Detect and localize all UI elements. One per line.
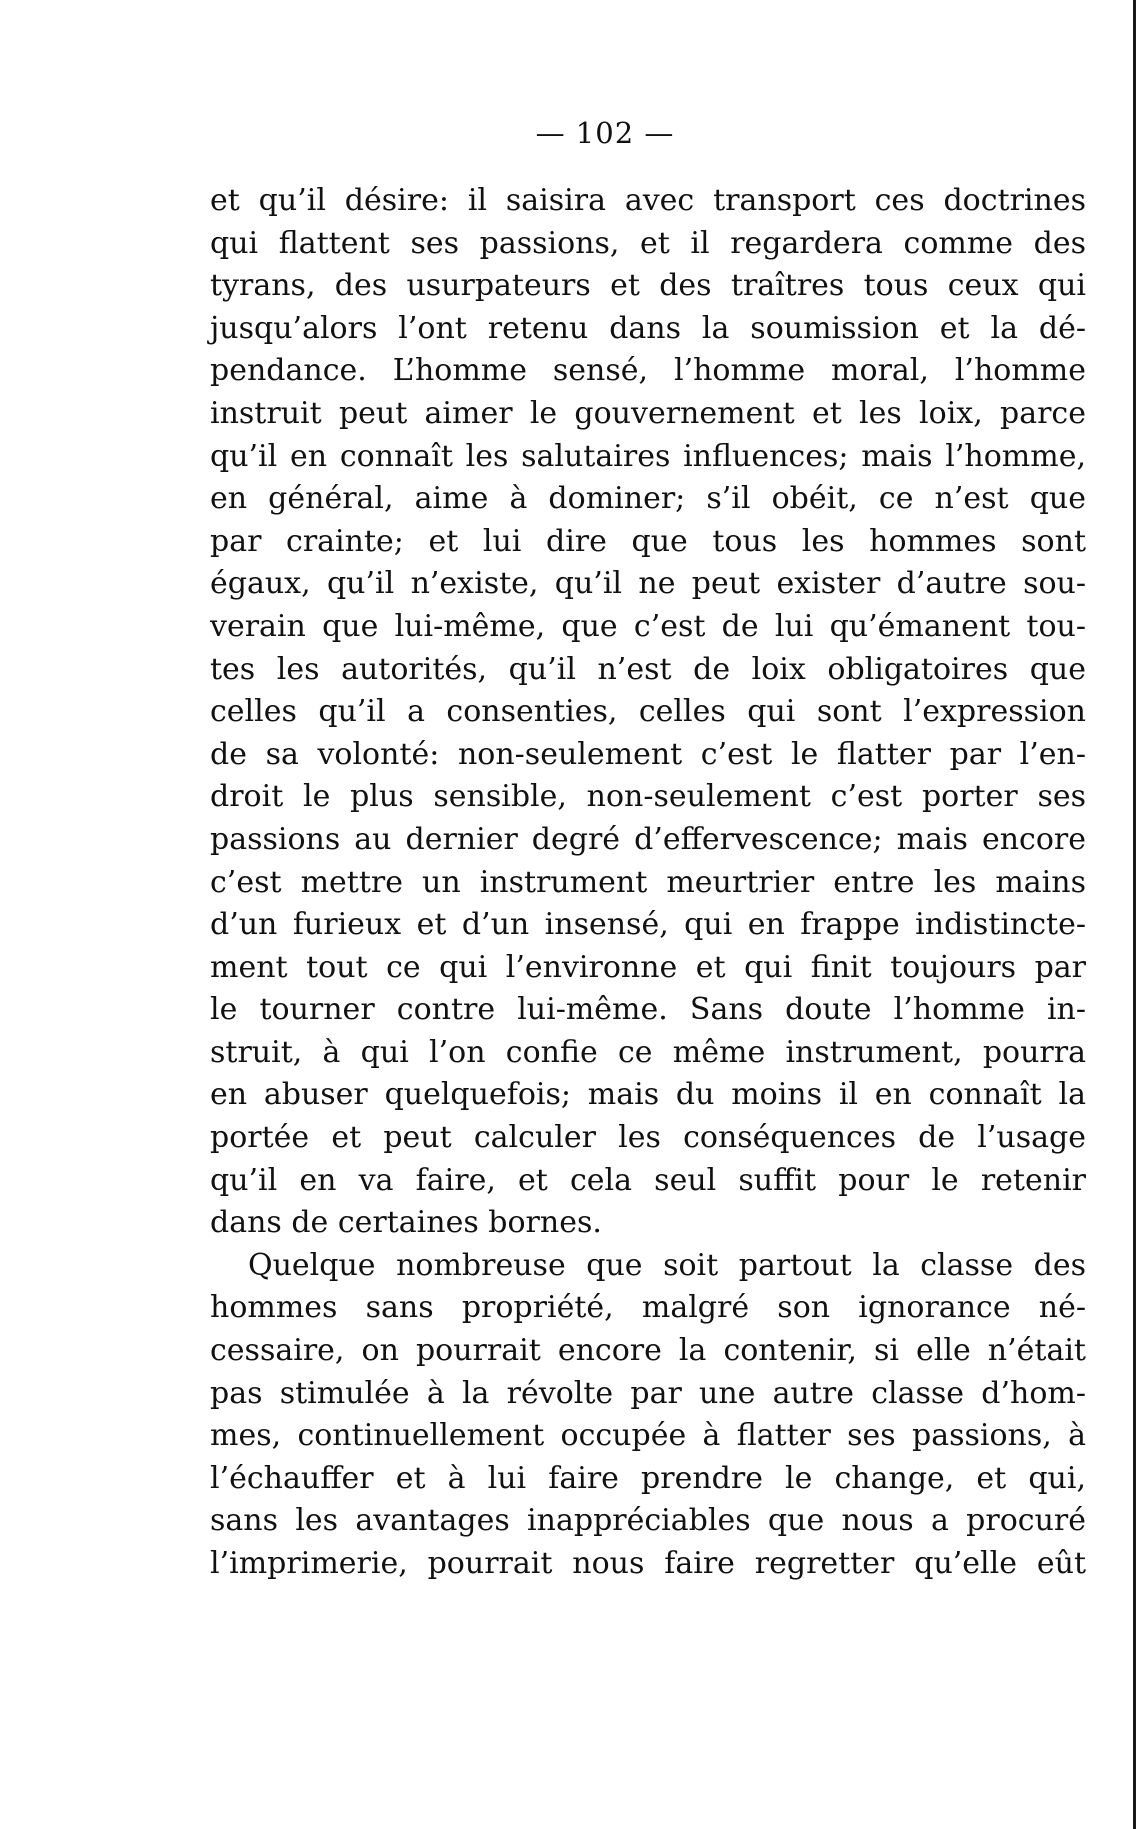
text-line: sans les avantages inappréciables que nous a procuré (210, 1503, 1086, 1539)
text-line: tyrans, des usurpateurs et des traîtres tous ceux qui (210, 268, 1086, 304)
text-line: hommes sans propriété, malgré son ignorance né- (210, 1290, 1086, 1326)
text-line: en général, aime à dominer; s’il obéit, ce n’est que (210, 481, 1086, 517)
text-line: instruit peut aimer le gouvernement et les loix, parce (210, 395, 1086, 431)
text-line: portée et peut calculer les conséquences de l’usage (210, 1120, 1086, 1156)
text-line: passions au dernier degré d’effervescence; mais encore (210, 821, 1086, 857)
text-line: en abuser quelquefois; mais du moins il en connaît la (210, 1077, 1086, 1113)
text-line: c’est mettre un instrument meurtrier entre les mains (210, 864, 1086, 900)
text-line: qu’il en connaît les salutaires influences; mais l’homme, (210, 438, 1086, 474)
text-line: celles qu’il a consenties, celles qui sont l’expression (210, 694, 1086, 730)
body-text (210, 180, 1086, 1586)
text-line: cessaire, on pourrait encore la contenir, si elle n’était (210, 1333, 1086, 1369)
text-line: verain que lui-même, que c’est de lui qu’émanent tou- (210, 608, 1086, 644)
text-line: qu’il en va faire, et cela seul suffit pour le retenir (210, 1162, 1086, 1198)
text-line: mes, continuellement occupée à flatter ses passions, à (210, 1418, 1086, 1454)
paragraph-start-line: Quelque nombreuse que soit partout la classe des (248, 1247, 1086, 1283)
page-edge-line (1133, 0, 1136, 1829)
text-line: qui flattent ses passions, et il regardera comme des (210, 225, 1086, 261)
paragraph-end-line: dans de certaines bornes. (210, 1205, 602, 1241)
text-line: pas stimulée à la révolte par une autre classe d’hom- (210, 1375, 1086, 1411)
text-line: droit le plus sensible, non-seulement c’est porter ses (210, 779, 1086, 815)
text-line: l’échauffer et à lui faire prendre le change, et qui, (210, 1460, 1086, 1496)
text-line: et qu’il désire: il saisira avec transport ces doctrines (210, 183, 1086, 218)
text-line: struit, à qui l’on confie ce même instrument, pourra (210, 1034, 1086, 1070)
page-number: — 102 — (535, 116, 675, 150)
text-line: le tourner contre lui-même. Sans doute l’homme in- (210, 992, 1086, 1028)
text-line: tes les autorités, qu’il n’est de loix obligatoires que (210, 651, 1086, 687)
text-line: par crainte; et lui dire que tous les hommes sont (210, 523, 1086, 559)
text-line: ment tout ce qui l’environne et qui finit toujours par (210, 949, 1086, 985)
text-line: pendance. L’homme sensé, l’homme moral, l’homme (210, 353, 1086, 389)
text-line: d’un furieux et d’un insensé, qui en frappe indistincte- (210, 907, 1086, 943)
text-line: jusqu’alors l’ont retenu dans la soumission et la dé- (210, 310, 1086, 346)
text-line: égaux, qu’il n’existe, qu’il ne peut exister d’autre sou- (210, 566, 1086, 602)
text-line: l’imprimerie, pourrait nous faire regretter qu’elle eût (210, 1546, 1086, 1581)
text-line: de sa volonté: non-seulement c’est le flatter par l’en- (210, 736, 1086, 772)
